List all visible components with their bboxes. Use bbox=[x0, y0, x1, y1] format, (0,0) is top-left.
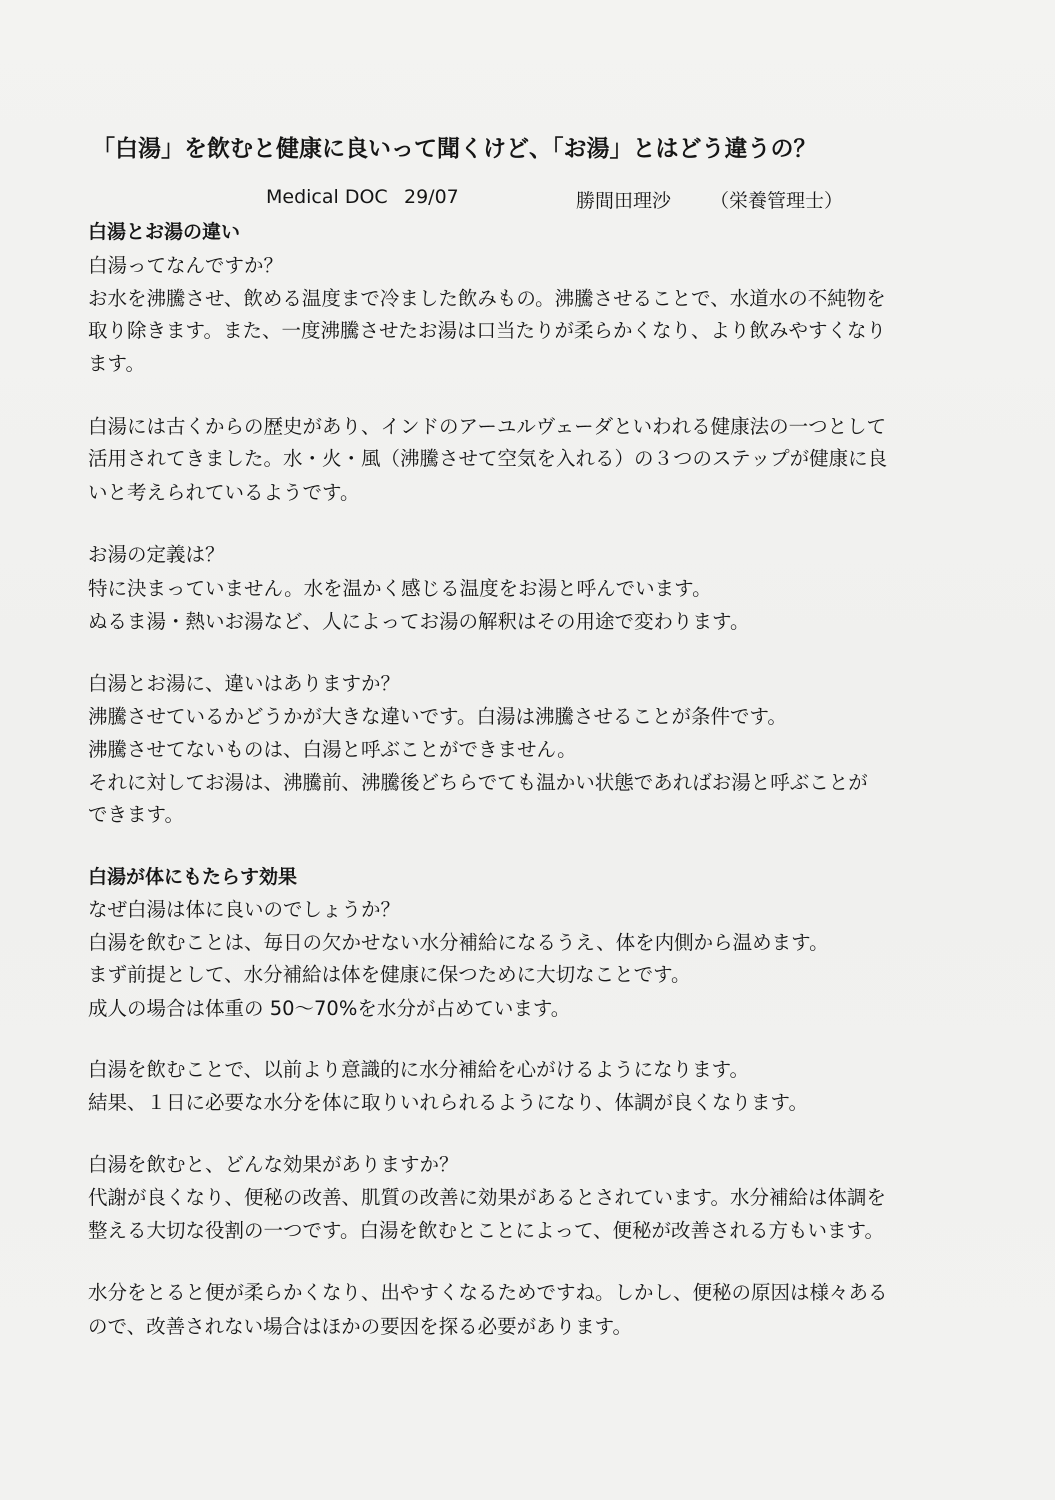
byline-source: Medical DOC bbox=[266, 186, 388, 208]
section-heading: 白湯とお湯の違い bbox=[88, 221, 241, 243]
body-text-line: なぜ白湯は体に良いのでしょうか？ bbox=[88, 898, 401, 921]
body-text-line: 取り除きます。また、一度沸騰させたお湯は口当たりが柔らかくなり、より飲みやすくなり bbox=[88, 319, 886, 342]
byline-role: （栄養管理士） bbox=[710, 190, 844, 212]
body-text-line: 白湯とお湯に、違いはありますか？ bbox=[88, 672, 401, 695]
body-text-line: 代謝が良くなり、便秘の改善、肌質の改善に効果があるとされています。水分補給は体調を bbox=[88, 1186, 886, 1209]
body-text-line: ので、改善されない場合はほかの要因を探る必要があります。 bbox=[88, 1315, 633, 1338]
body-text-line: 白湯を飲むと、どんな効果がありますか？ bbox=[88, 1153, 459, 1176]
body-text-line: 水分をとると便が柔らかくなり、出やすくなるためですね。しかし、便秘の原因は様々ある bbox=[88, 1281, 888, 1304]
body-text-line: 沸騰させているかどうかが大きな違いです。白湯は沸騰させることが条件です。 bbox=[88, 705, 787, 728]
byline-date: 29/07 bbox=[404, 186, 459, 208]
section-heading: 白湯が体にもたらす効果 bbox=[88, 866, 298, 888]
body-text-line: 整える大切な役割の一つです。白湯を飲むとことによって、便秘が改善される方もいます。 bbox=[88, 1219, 884, 1242]
byline-author: 勝間田理沙 bbox=[576, 190, 672, 212]
body-text-line: 白湯には古くからの歴史があり、インドのアーユルヴェーダといわれる健康法の一つとして bbox=[88, 415, 887, 438]
body-text-line: 活用されてきました。水・火・風（沸騰させて空気を入れる）の３つのステップが健康に良 bbox=[88, 447, 888, 470]
body-text-line: いと考えられているようです。 bbox=[88, 481, 360, 504]
body-text-line: お水を沸騰させ、飲める温度まで冷ました飲みもの。沸騰させることで、水道水の不純物を bbox=[88, 287, 886, 310]
body-text-line: 白湯を飲むことは、毎日の欠かせない水分補給になるうえ、体を内側から温めます。 bbox=[88, 931, 829, 954]
body-text-line: まず前提として、水分補給は体を健康に保つために大切なことです。 bbox=[88, 963, 691, 986]
body-text-line: 成人の場合は体重の 50～70%を水分が占めています。 bbox=[88, 997, 571, 1020]
body-text-line: ぬるま湯・熱いお湯など、人によってお湯の解釈はその用途で変わります。 bbox=[88, 610, 750, 633]
body-text-line: ます。 bbox=[88, 352, 145, 375]
body-text-line: 特に決まっていません。水を温かく感じる温度をお湯と呼んでいます。 bbox=[88, 577, 712, 600]
body-text-line: 白湯ってなんですか？ bbox=[88, 254, 284, 277]
body-text-line: 結果、１日に必要な水分を体に取りいれられるようになり、体調が良くなります。 bbox=[88, 1091, 808, 1114]
body-text-line: できます。 bbox=[88, 803, 184, 826]
article-title: 「白湯」を飲むと健康に良いって聞くけど、「お湯」とはどう違うの？ bbox=[92, 136, 817, 162]
body-text-line: お湯の定義は？ bbox=[88, 543, 225, 566]
body-text-line: 白湯を飲むことで、以前より意識的に水分補給を心がけるようになります。 bbox=[88, 1058, 750, 1081]
body-text-line: それに対してお湯は、沸騰前、沸騰後どちらでても温かい状態であればお湯と呼ぶことが bbox=[88, 771, 868, 794]
body-text-line: 沸騰させてないものは、白湯と呼ぶことができません。 bbox=[88, 738, 577, 761]
